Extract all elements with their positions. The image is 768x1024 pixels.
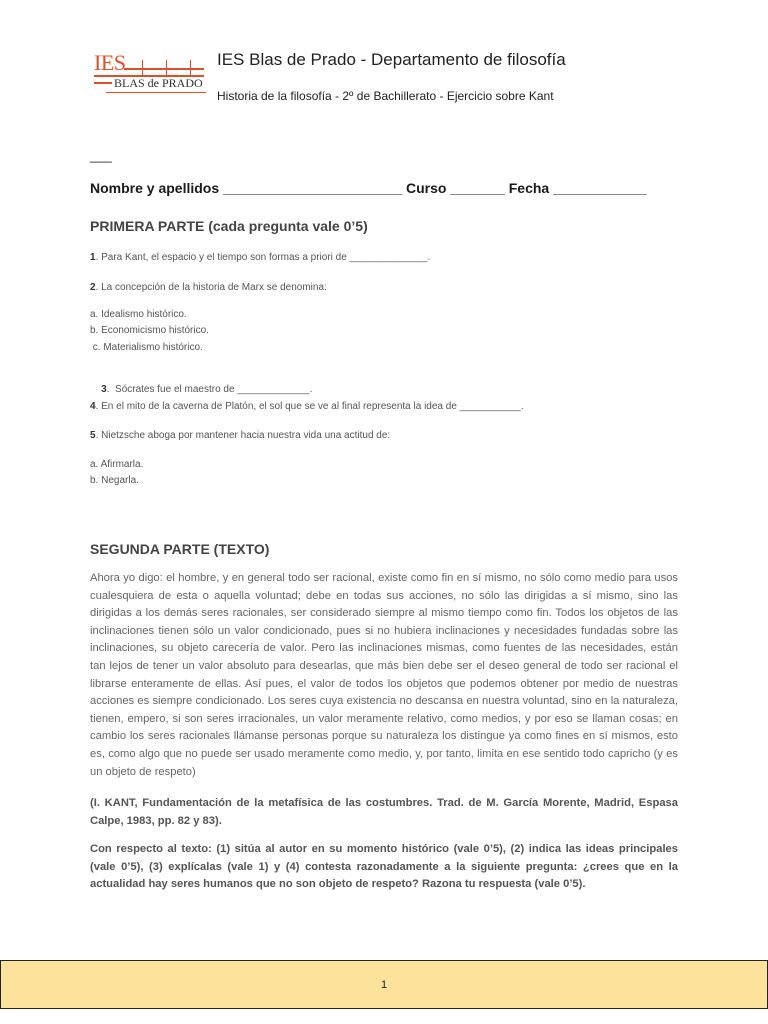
option-c: c. Materialismo histórico. <box>90 342 203 353</box>
student-info-line: Nombre y apellidos _______________________ Curso _______ Fecha ____________ <box>90 180 647 196</box>
question-2 <box>90 282 327 293</box>
page-header <box>90 44 710 104</box>
citation: (I. KANT, Fundamentación de la metafísica de las costumbres. Trad. de M. García Morente, Madrid, Espasa Calpe, 1983, pp. 82 y 83). <box>90 797 678 827</box>
question-number: 5 <box>90 430 96 441</box>
question-1 <box>90 252 430 263</box>
question-text: . Nietzsche aboga por mantener hacia nuestra vida una actitud de: <box>95 430 391 441</box>
separator-dashes: ___ <box>90 148 112 163</box>
logo-tick <box>190 60 191 75</box>
page-number: 1 <box>380 978 388 991</box>
logo-bar <box>94 82 112 84</box>
logo-blas-text: BLAS de PRADO <box>114 76 203 90</box>
logo-ies-text: IES <box>94 50 126 75</box>
logo-bar <box>124 68 204 70</box>
question-text: . La concepción de la historia de Marx se denomina: <box>95 282 327 293</box>
question-text: . Para Kant, el espacio y el tiempo son formas a priori de ______________. <box>95 252 431 263</box>
question-5 <box>90 430 390 441</box>
logo-bar <box>106 92 206 93</box>
text-instructions: Con respecto al texto: (1) sitúa al autor en su momento histórico (vale 0’5), (2) indica las ideas principales (vale 0’5), (3) explícalas (vale 1) y (4) contesta razonadamente a la siguiente pregunta: ¿crees que en la actualidad hay seres humanos que no son objeto de respeto? Razona tu respuesta (vale 0’5). <box>90 843 678 891</box>
logo-tick <box>166 60 167 75</box>
document-subtitle: Historia de la filosofía - 2º de Bachillerato - Ejercicio sobre Kant <box>217 89 554 103</box>
question-number: 4 <box>90 401 96 412</box>
school-logo <box>94 52 206 96</box>
option-b: b. Negarla. <box>90 475 139 486</box>
logo-tick <box>142 60 143 75</box>
part2-title: SEGUNDA PARTE (TEXTO) <box>90 541 270 557</box>
page-footer <box>0 960 768 1009</box>
question-text: . En el mito de la caverna de Platón, el sol que se ve al final representa la idea de ___________. <box>95 401 524 412</box>
question-number: 1 <box>90 252 96 263</box>
kant-text-passage: Ahora yo digo: el hombre, y en general todo ser racional, existe como fin en sí mismo, no sólo como medio para usos cualesquiera de esta o aquella voluntad; debe en todas sus acciones, no sólo las dirigidas a sí mismo, sino las dirigidas a los demás seres racionales, ser considerado siempre al mismo tiempo como fin. Todos los objetos de las inclinaciones tienen sólo un valor condicionado, pues si no hubiera inclinaciones y necesidades fundadas sobre las inclinaciones, su objeto carecería de valor. Pero las inclinaciones mismas, como fuentes de las necesidades, están tan lejos de tener un valor absoluto para desearlas, que más bien debe ser el deseo general de todo ser racional el librarse enteramente de ellas. Así pues, el valor de todos los objetos que podemos obtener por medio de nuestras acciones es siempre condicionado. Los seres cuya existencia no descansa en nuestra voluntad, sino en la naturaleza, tienen, empero, si son seres irracionales, un valor meramente relativo, como medios, y por eso se llaman cosas; en cambio los seres racionales llámanse personas porque su naturaleza los distingue ya como fines en sí mismos, esto es, como algo que no puede ser usado meramente como medio, y, por tanto, limita en ese sentido todo capricho (y es un objeto de respeto) <box>90 572 678 778</box>
option-a: a. Idealismo histórico. <box>90 309 187 320</box>
option-b: b. Economicismo histórico. <box>90 325 209 336</box>
question-4 <box>90 401 524 412</box>
document-title: IES Blas de Prado - Departamento de filosofía <box>217 50 566 69</box>
question-text: . Sócrates fue el maestro de _____________. <box>106 384 313 395</box>
question-number: 3 <box>101 384 107 395</box>
part1-title: PRIMERA PARTE (cada pregunta vale 0’5) <box>90 218 368 234</box>
option-a: a. Afirmarla. <box>90 459 144 470</box>
question-number: 2 <box>90 282 96 293</box>
